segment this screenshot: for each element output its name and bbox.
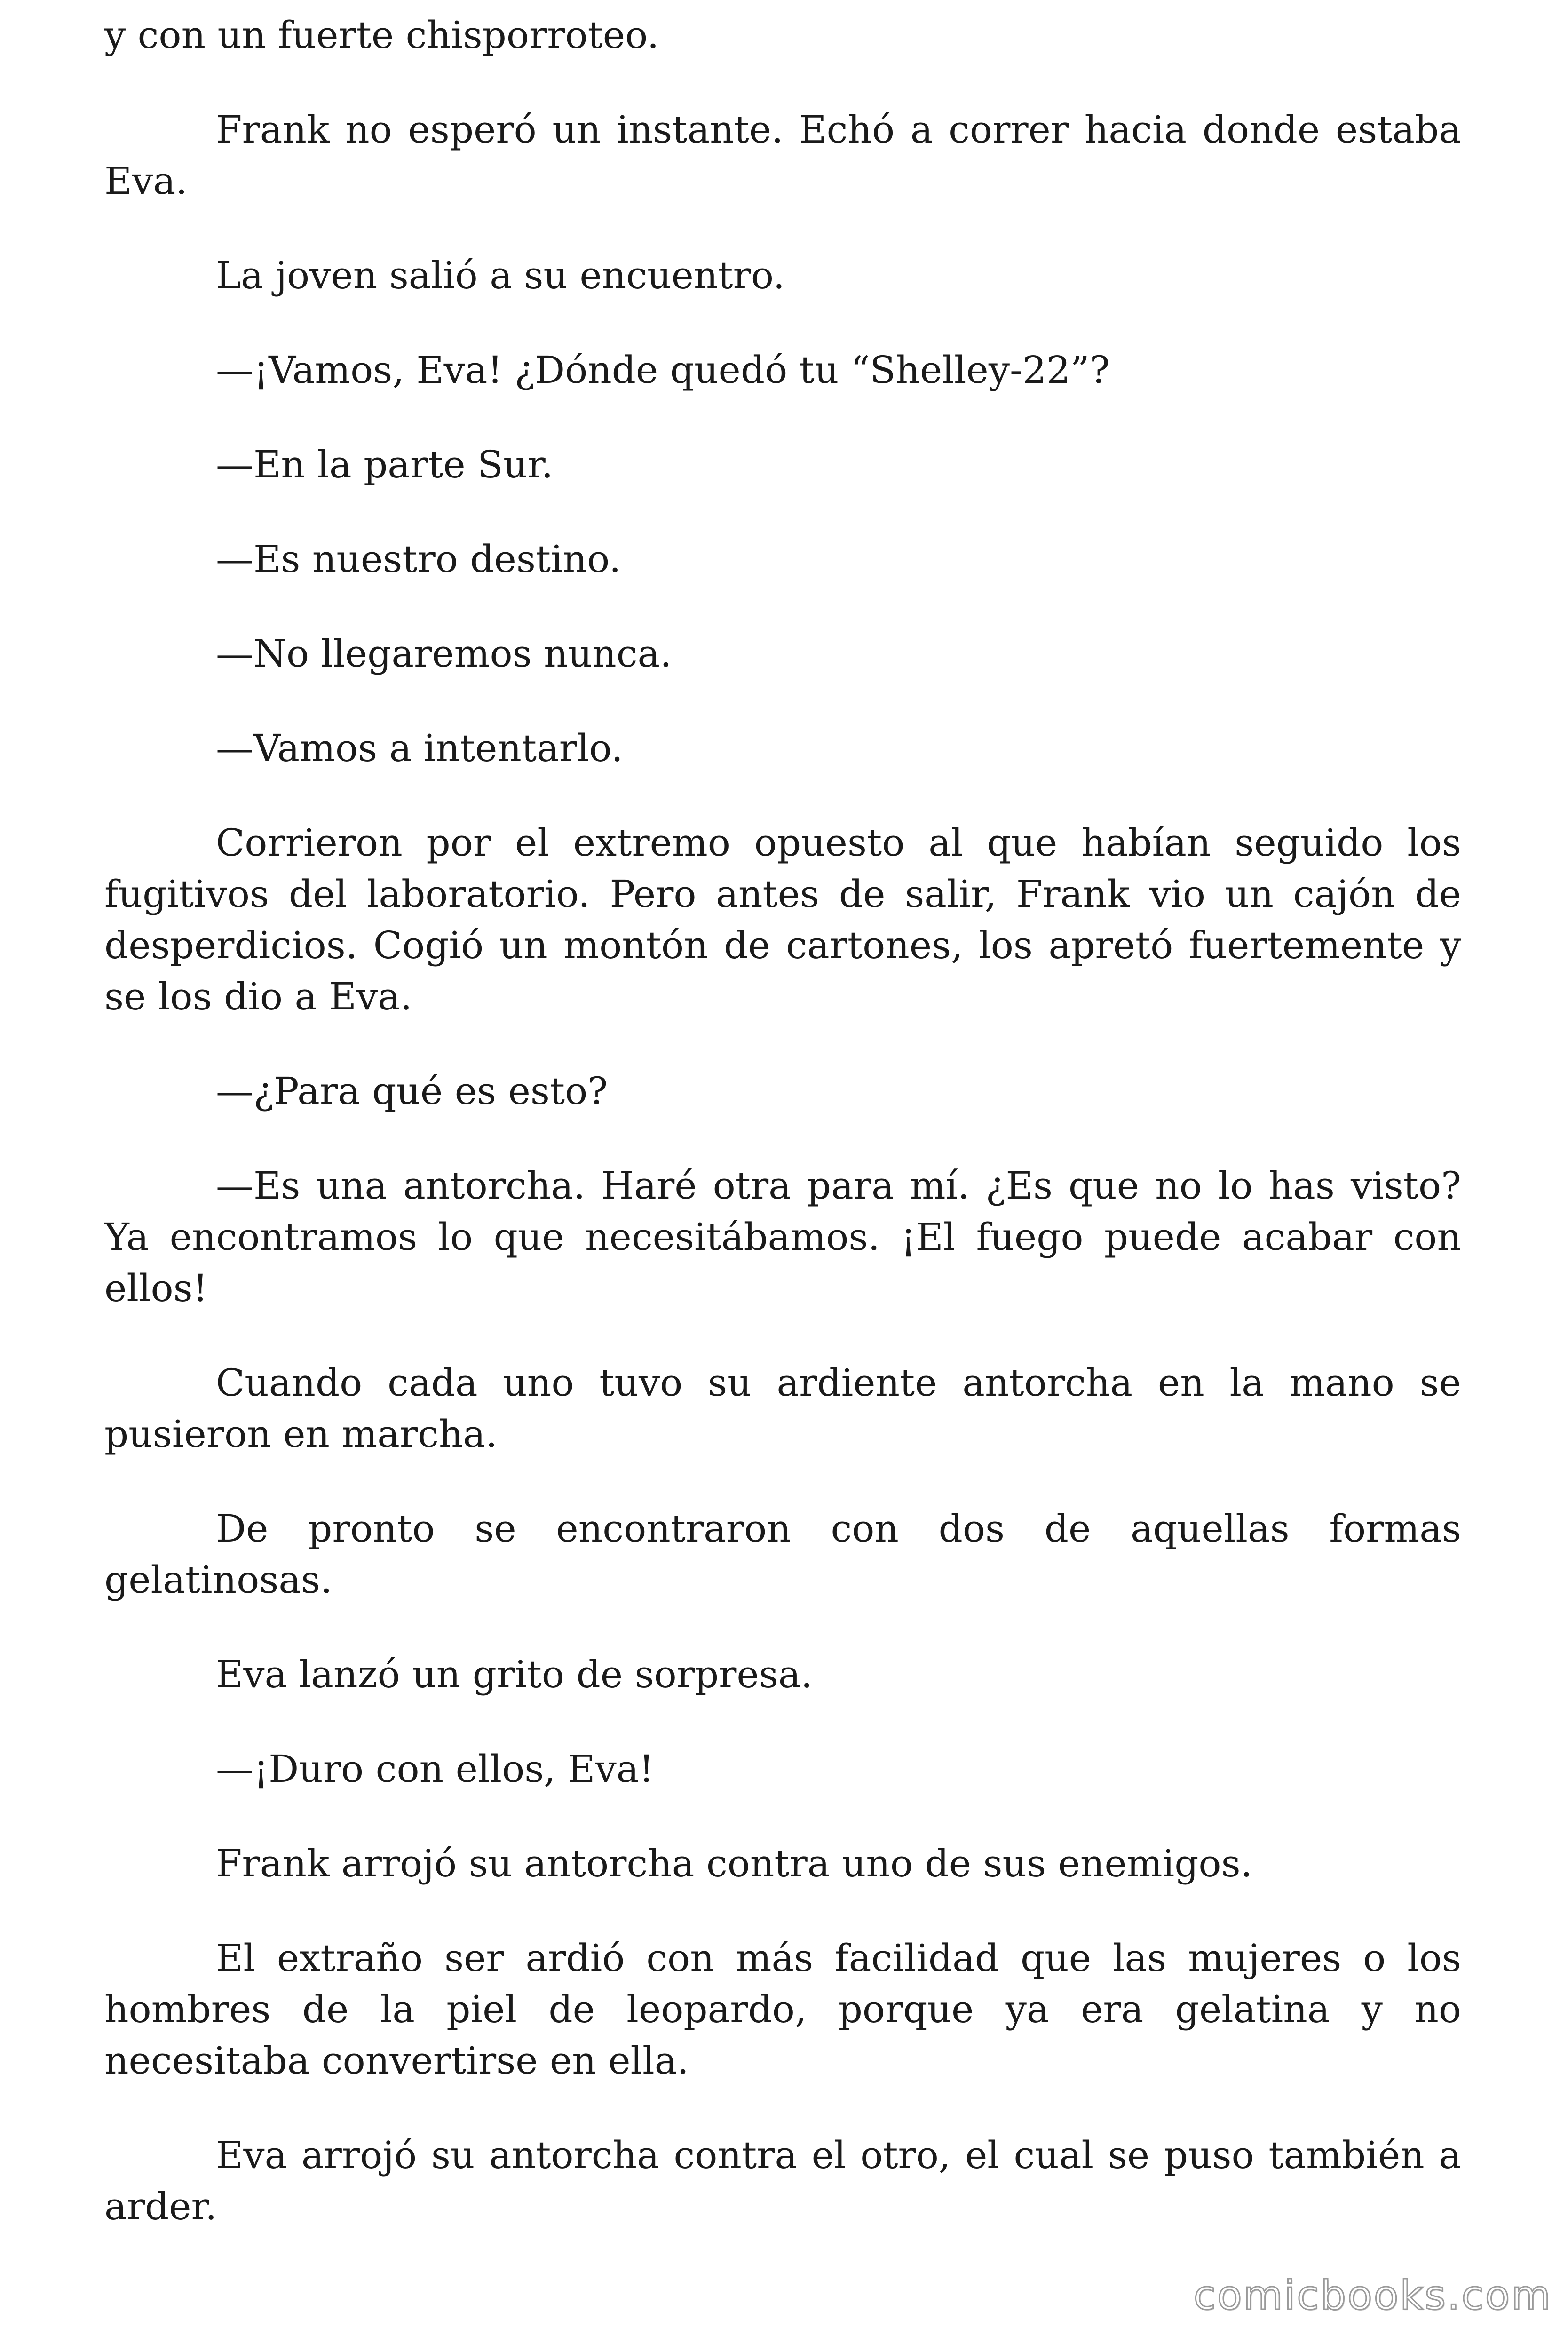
paragraph: Frank no esperó un instante. Echó a correr hacia donde estaba Eva. — [104, 108, 1461, 203]
paragraph: La joven salió a su encuentro. — [216, 254, 785, 297]
paragraph: Cuando cada uno tuvo su ardiente antorcha en la mano se pusieron en marcha. — [104, 1361, 1461, 1456]
dialogue-line: —Es nuestro destino. — [216, 537, 621, 581]
paragraph: y con un fuerte chisporroteo. — [104, 13, 659, 57]
paragraph: Eva arrojó su antorcha contra el otro, el cual se puso también a arder. — [104, 2133, 1461, 2228]
page-text — [104, 9, 1461, 2275]
dialogue-line: —Es una antorcha. Haré otra para mí. ¿Es que no lo has visto? Ya encontramos lo que necesitábamos. ¡El fuego puede acabar con ellos! — [104, 1164, 1461, 1310]
dialogue-line: —¿Para qué es esto? — [216, 1069, 608, 1113]
paragraph: Corrieron por el extremo opuesto al que habían seguido los fugitivos del laboratorio. Pero antes de salir, Frank vio un cajón de desperdicios. Cogió un montón de cartones, los apretó fuertemente y se los dio a Eva. — [104, 821, 1461, 1018]
dialogue-line: —¡Vamos, Eva! ¿Dónde quedó tu “Shelley-22”? — [216, 348, 1110, 392]
paragraph: Frank arrojó su antorcha contra uno de sus enemigos. — [216, 1842, 1253, 1885]
dialogue-line: —¡Duro con ellos, Eva! — [216, 1747, 654, 1791]
dialogue-line: —No llegaremos nunca. — [216, 632, 672, 675]
dialogue-line: —En la parte Sur. — [216, 443, 554, 486]
paragraph: Eva lanzó un grito de sorpresa. — [216, 1653, 813, 1696]
watermark: comicbooks.com — [1193, 2272, 1552, 2319]
dialogue-line: —Vamos a intentarlo. — [216, 726, 623, 770]
paragraph: El extraño ser ardió con más facilidad que las mujeres o los hombres de la piel de leopardo, porque ya era gelatina y no necesitaba convertirse en ella. — [104, 1936, 1461, 2082]
paragraph: De pronto se encontraron con dos de aquellas formas gelatinosas. — [104, 1507, 1461, 1602]
